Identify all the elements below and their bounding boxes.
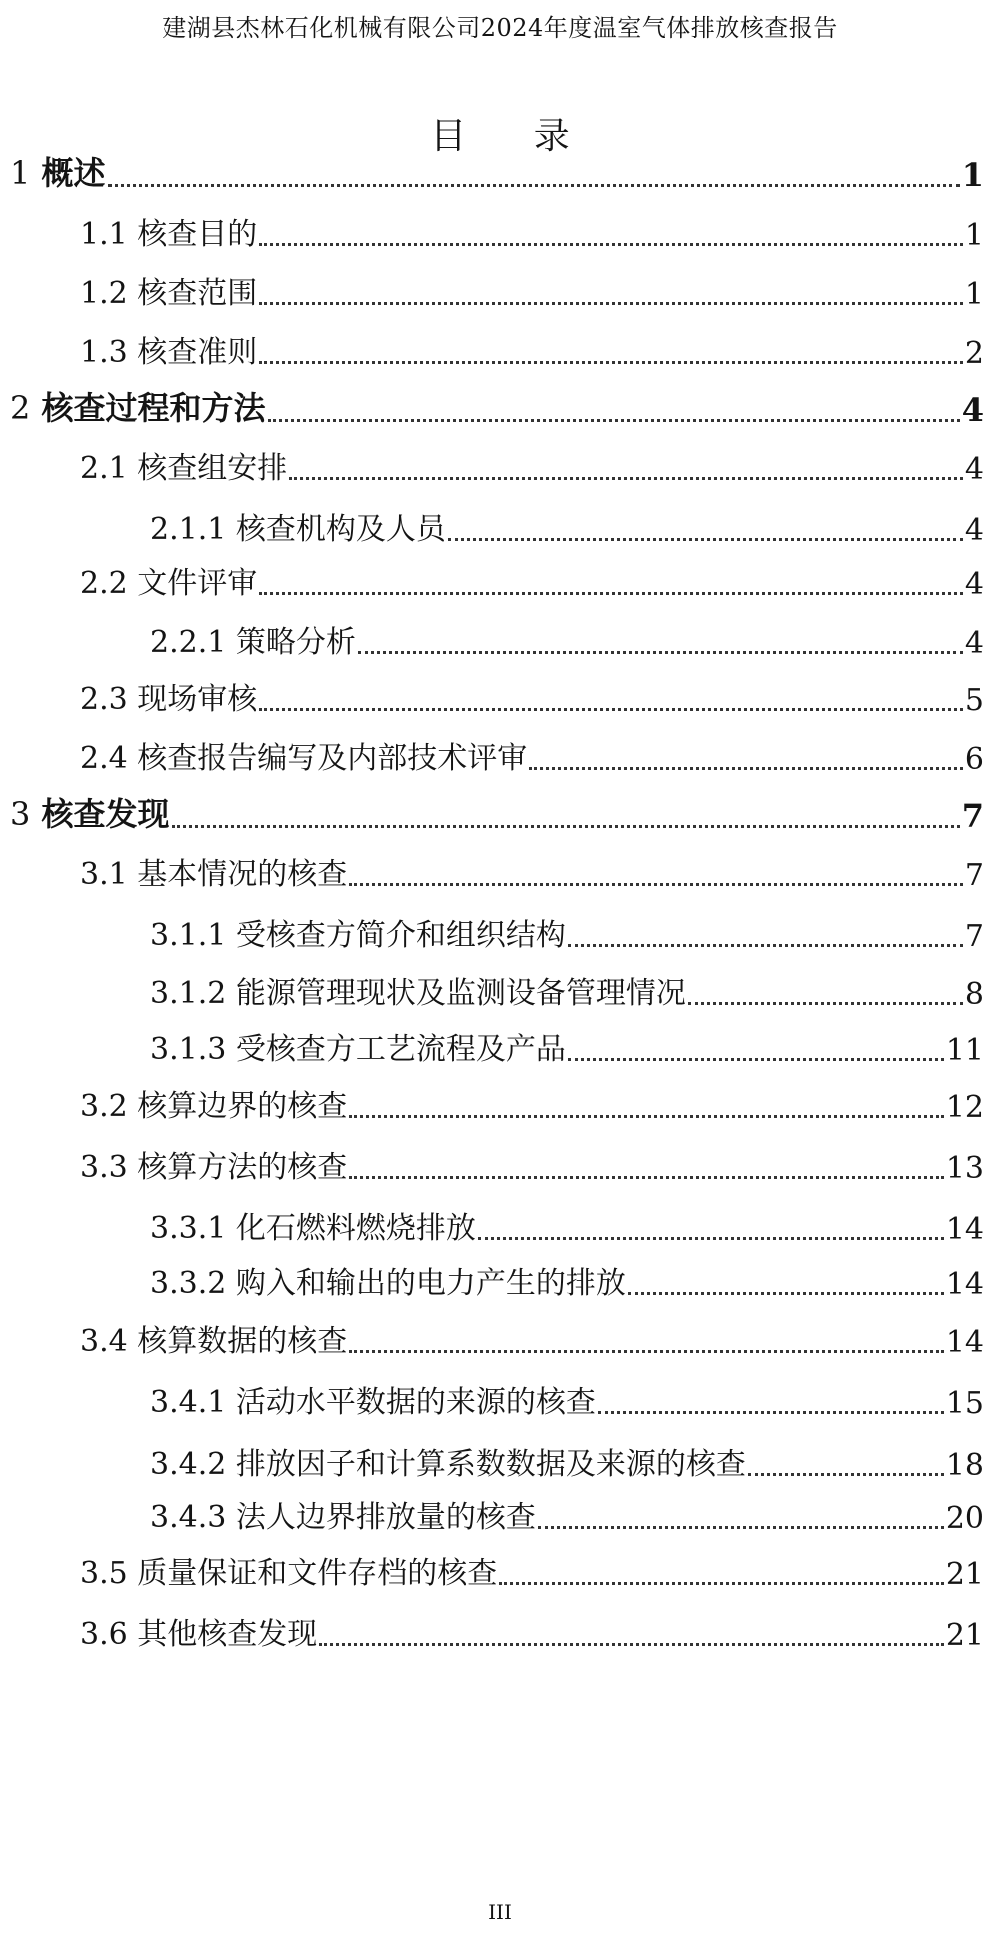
toc-entry-label: 核算方法的核查	[137, 1150, 348, 1185]
toc-entry-page: 15	[945, 1386, 984, 1421]
toc-entry-number: 3.1.2	[150, 976, 227, 1011]
toc-entry-number: 3.2	[80, 1089, 128, 1124]
toc-entry-page: 7	[964, 919, 984, 954]
toc-entry[interactable]	[0, 562, 1000, 602]
toc-entry-number: 3.1	[80, 857, 128, 892]
dot-leader	[349, 883, 963, 886]
toc-entry-label: 核查目的	[137, 217, 258, 252]
toc-entry-number: 2.1.1	[150, 512, 227, 547]
toc-title: 目 录	[430, 116, 598, 157]
toc-entry[interactable]	[0, 1443, 1000, 1483]
dot-leader	[259, 592, 963, 595]
toc-entry[interactable]	[0, 1496, 1000, 1536]
dot-leader	[448, 538, 963, 541]
toc-entry-label: 概述	[41, 154, 106, 192]
toc-entry[interactable]	[0, 1028, 1000, 1068]
toc-entry[interactable]	[0, 914, 1000, 954]
dot-leader	[688, 1002, 963, 1005]
toc-entry-number: 1	[10, 154, 31, 192]
toc-entry-page: 18	[945, 1448, 984, 1483]
toc-entry-label: 法人边界排放量的核查	[235, 1500, 536, 1535]
toc-entry-number: 1.1	[80, 217, 128, 252]
toc-entry-label: 基本情况的核查	[137, 857, 348, 892]
toc-entry-number: 2.2	[80, 566, 128, 601]
toc-entry-number: 3	[10, 795, 31, 833]
toc-entry-label: 化石燃料燃烧排放	[235, 1211, 476, 1246]
toc-entry-page: 14	[945, 1325, 984, 1360]
toc-entry-label: 核算数据的核查	[137, 1324, 348, 1359]
toc-entry-page: 7	[961, 797, 984, 835]
dot-leader	[478, 1237, 944, 1240]
toc-entry-label: 核查过程和方法	[41, 389, 266, 427]
toc-entry-label: 质量保证和文件存档的核查	[137, 1556, 498, 1591]
dot-leader	[289, 477, 963, 480]
dot-leader	[259, 302, 963, 305]
dot-leader	[259, 243, 963, 246]
toc-entry-label: 活动水平数据的来源的核查	[235, 1385, 596, 1420]
page-number: III	[488, 1900, 512, 1924]
toc-entry-page: 1	[964, 277, 984, 312]
dot-leader	[172, 825, 960, 828]
toc-entry-page: 11	[945, 1033, 984, 1068]
toc-entry-number: 3.6	[80, 1617, 128, 1652]
toc-entry-number: 2.2.1	[150, 625, 227, 660]
toc-entry[interactable]	[0, 1262, 1000, 1302]
toc-entry[interactable]	[0, 1320, 1000, 1360]
toc-entry-label: 受核查方工艺流程及产品	[235, 1032, 566, 1067]
toc-entry-page: 4	[961, 391, 984, 429]
dot-leader	[598, 1411, 944, 1414]
dot-leader	[259, 708, 963, 711]
dot-leader	[529, 767, 963, 770]
toc-entry-number: 2	[10, 389, 31, 427]
toc-entry[interactable]	[0, 1381, 1000, 1421]
toc-entry-page: 1	[964, 218, 984, 253]
toc-entry-number: 3.4.1	[150, 1385, 227, 1420]
toc-entry[interactable]	[0, 447, 1000, 487]
toc-entry-number: 3.4.2	[150, 1447, 227, 1482]
toc-entry-label: 其他核查发现	[137, 1617, 318, 1652]
toc-entry-number: 3.4	[80, 1324, 128, 1359]
dot-leader	[748, 1473, 944, 1476]
toc-entry[interactable]	[0, 1613, 1000, 1653]
toc-entry-page: 20	[945, 1501, 984, 1536]
toc-entry[interactable]	[0, 1085, 1000, 1125]
dot-leader	[358, 651, 963, 654]
toc-entry-number: 1.3	[80, 335, 128, 370]
toc-entry-page: 2	[964, 336, 984, 371]
dot-leader	[349, 1115, 944, 1118]
toc-entry-page: 6	[964, 742, 984, 777]
toc-entry[interactable]	[0, 1207, 1000, 1247]
toc-entry[interactable]	[0, 795, 1000, 835]
toc-entry-page: 14	[945, 1212, 984, 1247]
toc-entry-label: 策略分析	[235, 625, 356, 660]
toc-entry[interactable]	[0, 331, 1000, 371]
toc-entry-label: 现场审核	[137, 682, 258, 717]
toc-entry-page: 21	[945, 1557, 984, 1592]
toc-entry-page: 4	[964, 513, 984, 548]
toc-entry-number: 2.3	[80, 682, 128, 717]
toc-entry-page: 4	[964, 626, 984, 661]
toc-entry-label: 受核查方简介和组织结构	[235, 918, 566, 953]
toc-entry-label: 核查发现	[41, 795, 170, 833]
dot-leader	[628, 1292, 944, 1295]
toc-entry-label: 核算边界的核查	[137, 1089, 348, 1124]
toc-entry[interactable]	[0, 678, 1000, 718]
toc-entry-label: 购入和输出的电力产生的排放	[235, 1266, 626, 1301]
toc-entry-number: 2.4	[80, 741, 128, 776]
toc-entry-label: 核查准则	[137, 335, 258, 370]
dot-leader	[268, 419, 960, 422]
toc-entry-number: 1.2	[80, 276, 128, 311]
toc-entry-label: 核查机构及人员	[235, 512, 446, 547]
toc-entry-page: 12	[945, 1090, 984, 1125]
toc-entry-page: 14	[945, 1267, 984, 1302]
toc-entry[interactable]	[0, 1552, 1000, 1592]
toc-entry[interactable]	[0, 737, 1000, 777]
toc-entry-label: 文件评审	[137, 566, 258, 601]
toc-entry-number: 3.1.3	[150, 1032, 227, 1067]
toc-entry[interactable]	[0, 389, 1000, 429]
toc-entry-number: 3.3.2	[150, 1266, 227, 1301]
dot-leader	[538, 1526, 944, 1529]
toc-entry-number: 3.3.1	[150, 1211, 227, 1246]
dot-leader	[568, 944, 963, 947]
dot-leader	[349, 1176, 944, 1179]
toc-entry[interactable]	[0, 1146, 1000, 1186]
toc-entry-page: 1	[961, 156, 984, 194]
toc-entry-page: 13	[945, 1151, 984, 1186]
toc-entry-page: 4	[964, 567, 984, 602]
toc-entry-number: 3.1.1	[150, 918, 227, 953]
toc-entry-number: 3.4.3	[150, 1500, 227, 1535]
toc-entry[interactable]	[0, 213, 1000, 253]
toc-entry-label: 排放因子和计算系数数据及来源的核查	[235, 1447, 746, 1482]
toc-entry[interactable]	[0, 972, 1000, 1012]
toc-entry-label: 核查范围	[137, 276, 258, 311]
document-header: 建湖县杰林石化机械有限公司2024年度温室气体排放核查报告	[162, 14, 838, 42]
toc-entry-page: 21	[945, 1618, 984, 1653]
toc-entry-label: 核查组安排	[137, 451, 288, 486]
toc-entry-number: 2.1	[80, 451, 128, 486]
toc-entry[interactable]	[0, 621, 1000, 661]
dot-leader	[259, 361, 963, 364]
toc-entry-page: 8	[964, 977, 984, 1012]
dot-leader	[108, 184, 960, 187]
toc-entry[interactable]	[0, 853, 1000, 893]
toc-entry-page: 5	[964, 683, 984, 718]
toc-entry[interactable]	[0, 154, 1000, 194]
toc-entry-label: 核查报告编写及内部技术评审	[137, 741, 528, 776]
toc-entry-page: 4	[964, 452, 984, 487]
dot-leader	[319, 1643, 944, 1646]
toc-entry-number: 3.3	[80, 1150, 128, 1185]
dot-leader	[568, 1058, 944, 1061]
dot-leader	[349, 1350, 944, 1353]
toc-entry[interactable]	[0, 272, 1000, 312]
toc-entry-label: 能源管理现状及监测设备管理情况	[235, 976, 686, 1011]
toc-entry-page: 7	[964, 858, 984, 893]
toc-entry-number: 3.5	[80, 1556, 128, 1591]
toc-entry[interactable]	[0, 508, 1000, 548]
dot-leader	[499, 1582, 944, 1585]
